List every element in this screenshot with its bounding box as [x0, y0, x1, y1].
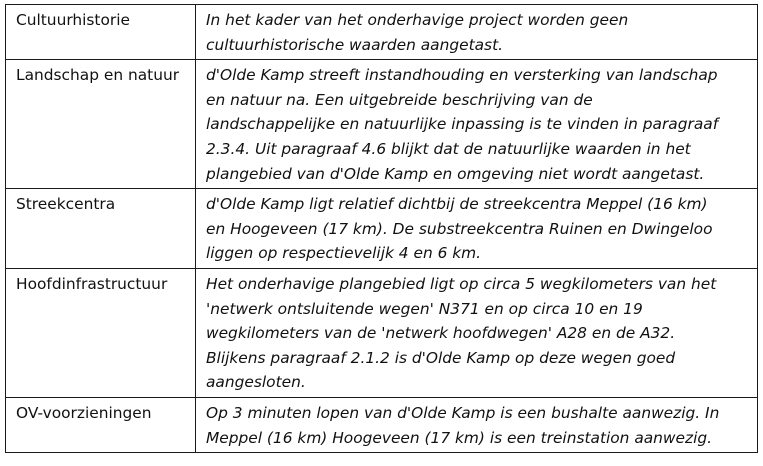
- description-line: en natuur na. Een uitgebreide beschrijving van de: [206, 90, 593, 109]
- description-line: cultuurhistorische waarden aangetast.: [206, 35, 503, 54]
- table-row-streekcentra: [6, 189, 758, 269]
- info-table: [5, 4, 758, 453]
- description-line: d'Olde Kamp ligt relatief dichtbij de streekcentra Meppel (16 km): [206, 195, 708, 214]
- table-row-hoofdinfrastructuur: [6, 268, 758, 397]
- row-label: Landschap en natuur: [6, 60, 196, 189]
- description-line: liggen op respectievelijk 4 en 6 km.: [206, 244, 482, 263]
- description-line: aangesloten.: [206, 373, 306, 392]
- description-line: landschappelijke en natuurlijke inpassing is te vinden in paragraaf: [206, 115, 719, 134]
- description-line: 'netwerk ontsluitende wegen' N371 en op circa 10 en 19: [206, 299, 643, 318]
- row-label: Streekcentra: [6, 189, 196, 269]
- description-line: 2.3.4. Uit paragraaf 4.6 blijkt dat de natuurlijke waarden in het: [206, 139, 691, 158]
- description-line: Meppel (16 km) Hoogeveen (17 km) is een treinstation aanwezig.: [206, 428, 713, 447]
- row-label: OV-voorzieningen: [6, 397, 196, 452]
- description-line: Het onderhavige plangebied ligt op circa 5 wegkilometers van het: [206, 274, 717, 293]
- row-label: Hoofdinfrastructuur: [6, 268, 196, 397]
- row-description: [196, 5, 758, 60]
- table-row-cultuurhistorie: [6, 5, 758, 60]
- description-line: Op 3 minuten lopen van d'Olde Kamp is een bushalte aanwezig. In: [206, 403, 720, 422]
- row-description: [196, 397, 758, 452]
- row-label: Cultuurhistorie: [6, 5, 196, 60]
- row-description: [196, 268, 758, 397]
- description-line: Blijkens paragraaf 2.1.2 is d'Olde Kamp op deze wegen goed: [206, 348, 676, 367]
- description-line: In het kader van het onderhavige project worden geen: [206, 11, 629, 29]
- row-description: [196, 189, 758, 269]
- table-row-landschap: [6, 60, 758, 189]
- table-row-ov-voorzieningen: [6, 397, 758, 452]
- description-line: wegkilometers van de 'netwerk hoofdwegen' A28 en de A32.: [206, 324, 676, 343]
- description-line: en Hoogeveen (17 km). De substreekcentra Ruinen en Dwingeloo: [206, 219, 713, 238]
- description-line: plangebied van d'Olde Kamp en omgeving niet wordt aangetast.: [206, 164, 705, 183]
- row-description: [196, 60, 758, 189]
- description-line: d'Olde Kamp streeft instandhouding en versterking van landschap: [206, 66, 718, 85]
